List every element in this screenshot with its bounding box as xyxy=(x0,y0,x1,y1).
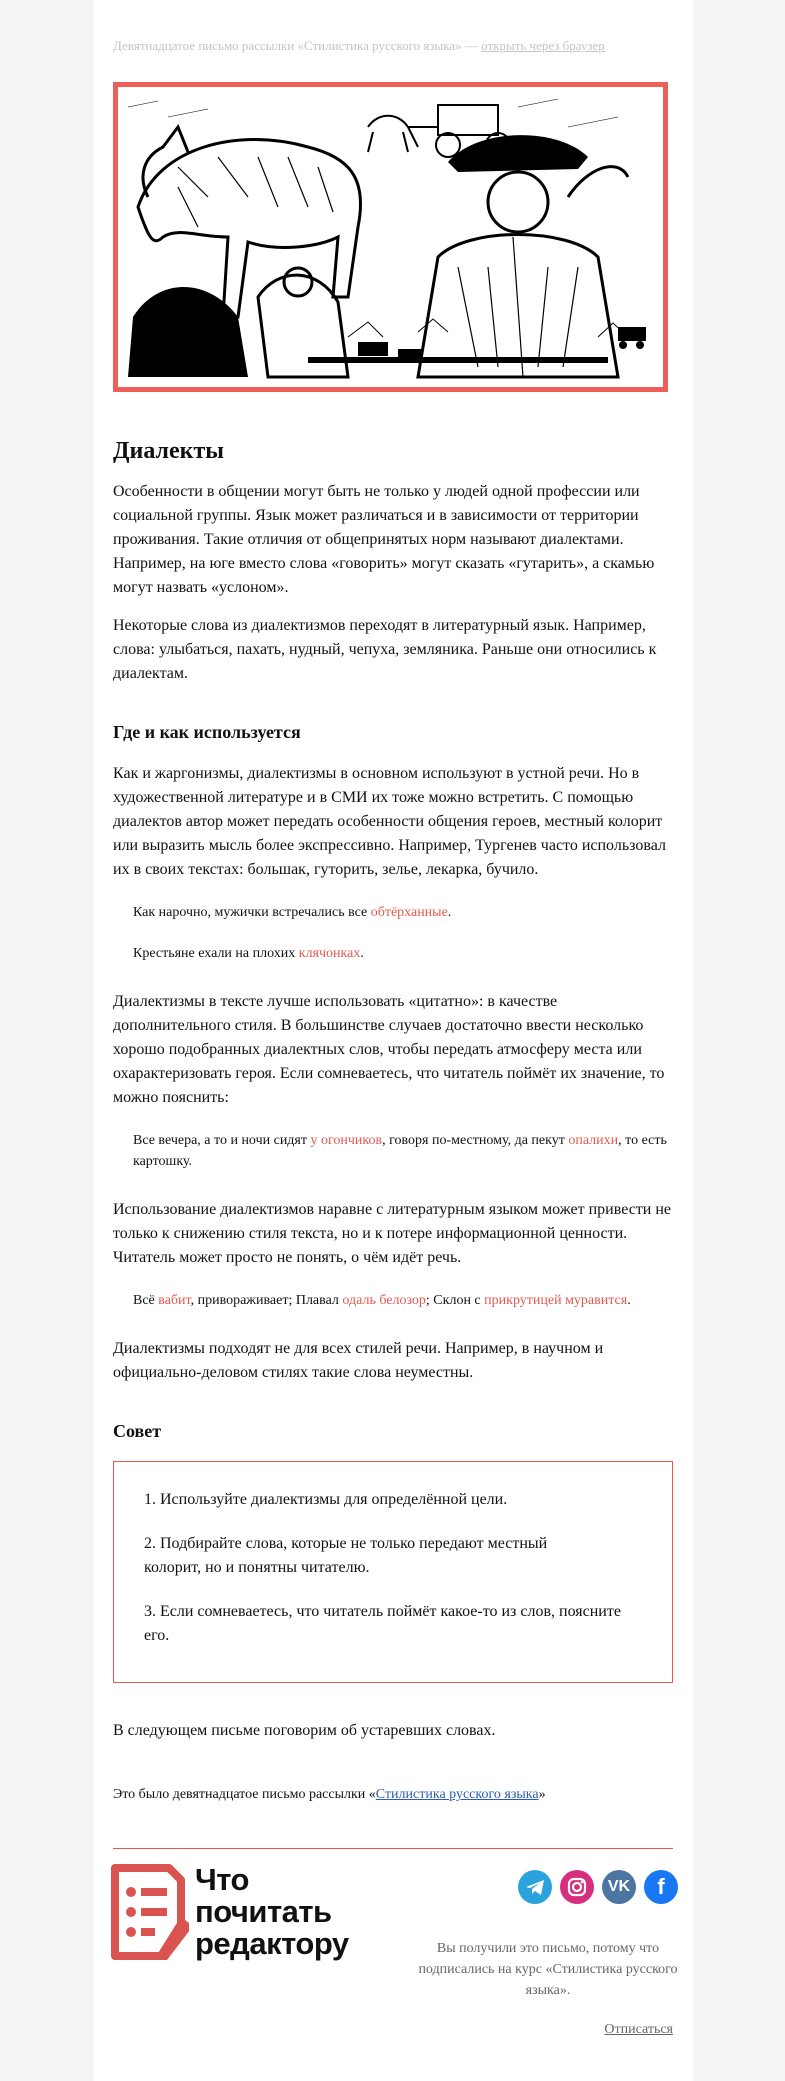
quote-text: , говоря по-местному, да пекут xyxy=(382,1133,569,1148)
quote-text: Как нарочно, мужички встречались все xyxy=(133,905,371,920)
example-quote xyxy=(133,943,673,964)
vk-icon[interactable] xyxy=(602,1870,636,1904)
dialect-word: обтёрханные xyxy=(370,905,448,920)
paragraph: Диалектизмы в тексте лучше использовать «цитатно»: в качестве дополнительного стиля. В большинстве случаев достаточно ввести несколько хорошо подобранных диалектных слов, чтобы передать атмосферу места или охарактеризовать героя. Если сомневаетесь, что читатель поймёт их значение, то можно пояснить: xyxy=(113,993,665,1106)
engraving-image xyxy=(118,87,663,387)
outro-text: » xyxy=(538,1787,546,1802)
telegram-icon[interactable] xyxy=(518,1870,552,1904)
open-in-browser-link[interactable]: открыть через браузер xyxy=(481,38,605,53)
facebook-glyph: f xyxy=(657,1874,665,1899)
quote-text: Крестьяне ехали на плохих xyxy=(133,946,299,961)
tip-box xyxy=(113,1461,673,1683)
quote-text: . xyxy=(360,946,364,961)
logo-line: Что xyxy=(195,1862,249,1897)
logo-line: почитать xyxy=(195,1894,332,1929)
paragraph: Диалектизмы подходят не для всех стилей речи. Например, в научном и официально-деловом стилях такие слова неуместны. xyxy=(113,1340,604,1381)
example-quote xyxy=(133,1130,673,1172)
course-link[interactable]: Стилистика русского языка xyxy=(375,1787,539,1802)
quote-text: , то есть картошку. xyxy=(133,1133,667,1169)
quote-text: . xyxy=(627,1293,631,1308)
tip-item: 1. Используйте диалектизмы для определённой цели. xyxy=(144,1491,508,1508)
email-body xyxy=(93,0,693,2081)
brand-logo[interactable] xyxy=(109,1864,399,1964)
social-links xyxy=(518,1870,678,1904)
vk-glyph: VK xyxy=(607,1878,631,1895)
logo-line: редактору xyxy=(195,1926,349,1961)
instagram-icon[interactable] xyxy=(560,1870,594,1904)
facebook-icon[interactable] xyxy=(644,1870,678,1904)
dialect-word: одаль белозор xyxy=(342,1293,426,1308)
example-quote xyxy=(133,902,673,923)
paragraph: Как и жаргонизмы, диалектизмы в основном используют в устной речи. Но в художественной литературе и в СМИ их тоже можно встретить. С помощью диалектов автор может передать особенности общения героев, местный колорит или выразить мысль более экспрессивно. Например, Тургенев часто использовал их в своих текстах: большак, гуторить, зелье, лекарка, бучило. xyxy=(113,765,666,878)
unsubscribe-link[interactable]: Отписаться xyxy=(604,2022,673,2037)
dialect-word: прикрутицей муравится xyxy=(484,1293,628,1308)
quote-text: , привораживает; Плавал xyxy=(190,1293,343,1308)
quote-text: Все вечера, а то и ночи сидят xyxy=(133,1133,311,1148)
example-quote xyxy=(133,1290,673,1311)
outro-text: Это было девятнадцатое письмо рассылки « xyxy=(113,1787,376,1802)
footer-divider xyxy=(113,1848,673,1849)
article-title: Диалекты xyxy=(113,438,225,464)
quote-text: Всё xyxy=(133,1293,159,1308)
outro xyxy=(113,1783,673,1807)
paragraph: Использование диалектизмов наравне с литературным языком может привести не только к снижению стиля текста, но и к потере информационной ценности. Читатель может просто не понять, о чём идёт речь. xyxy=(113,1201,672,1266)
dialect-word: у огончиков xyxy=(310,1133,383,1148)
quote-text: ; Склон с xyxy=(425,1293,485,1308)
checklist-pencil-icon xyxy=(109,1864,189,1960)
next-letter-note: В следующем письме поговорим об устаревших словах. xyxy=(113,1722,496,1739)
hero-illustration xyxy=(113,82,668,392)
article xyxy=(113,436,673,1821)
paragraph: Особенности в общении могут быть не только у людей одной профессии или социальной группы. Язык может различаться и в зависимости от территории проживания. Такие отличия от общепринятых норм называют диалектами. Например, на юге вместо слова «говорить» могут сказать «гутарить», а скамью могут назвать «услоном». xyxy=(113,483,655,596)
logo-wordmark xyxy=(195,1864,349,1960)
tip-item: 2. Подбирайте слова, которые не только передают местный колорит, но и понятны читателю. xyxy=(144,1535,548,1576)
dialect-word: клячонках xyxy=(298,946,361,961)
quote-text: . xyxy=(447,905,452,920)
preheader-text: Девятнадцатое письмо рассылки «Стилистика русского языка» — xyxy=(113,38,482,53)
section-heading-tip: Совет xyxy=(113,1421,162,1441)
paragraph: Некоторые слова из диалектизмов переходят в литературный язык. Например, слова: улыбаться, пахать, нудный, чепуха, земляника. Раньше они относились к диалектам. xyxy=(113,617,657,682)
dialect-word: опалихи xyxy=(568,1133,619,1148)
section-heading-usage: Где и как используется xyxy=(113,722,301,742)
tip-item: 3. Если сомневаетесь, что читатель поймёт какое-то из слов, поясните его. xyxy=(144,1603,621,1644)
preheader xyxy=(113,38,605,54)
dialect-word: вабит xyxy=(158,1293,191,1308)
subscription-notice: Вы получили это письмо, потому что подписались на курс «Стилистика русского языка». xyxy=(418,1941,678,1998)
